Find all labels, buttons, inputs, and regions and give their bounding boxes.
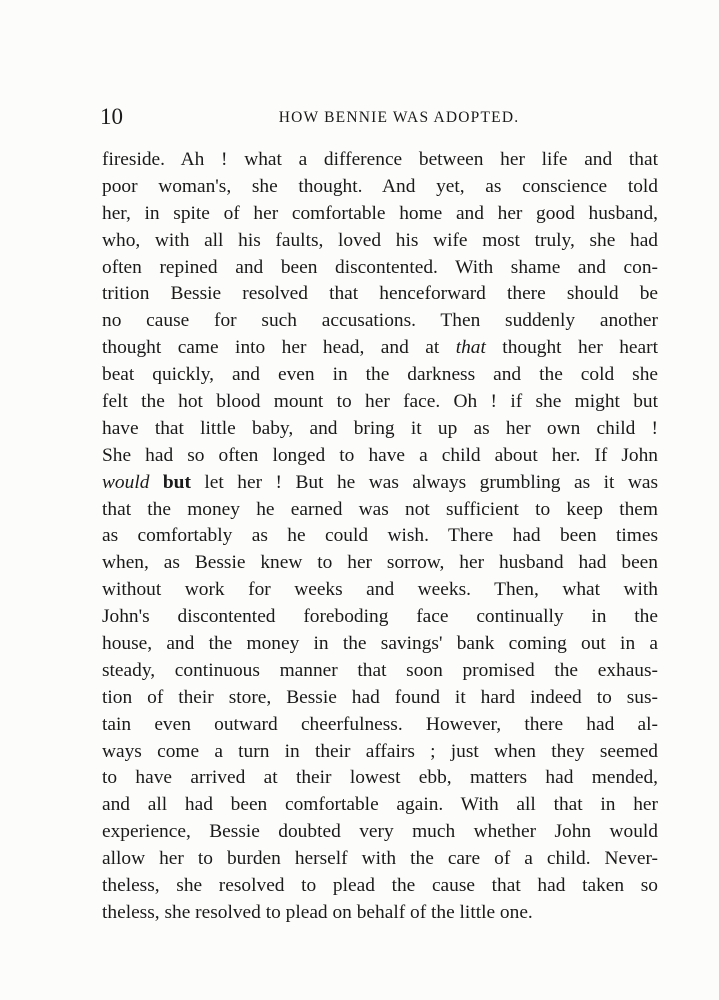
text-line: fireside. Ah ! what a difference between her life and that <box>102 149 658 170</box>
running-title: HOW BENNIE WAS ADOPTED. <box>278 109 520 126</box>
text-line: beat quickly, and even in the darkness and the cold she <box>102 364 658 386</box>
text-line: her, in spite of her comfortable home and her good husband, <box>102 202 658 224</box>
page-number: 10 <box>100 104 123 129</box>
text-line-with-emphasis <box>102 470 658 497</box>
text-line: who, with all his faults, loved his wife most truly, she had <box>102 229 658 251</box>
text-line: often repined and been discontented. With shame and con- <box>102 256 658 278</box>
text-line: have that little baby, and bring it up as her own child ! <box>102 417 658 439</box>
text-line: trition Bessie resolved that henceforward there should be <box>102 283 658 305</box>
text-line-last: theless, she resolved to plead on behalf of the little one. <box>102 901 533 923</box>
text-line: allow her to burden herself with the care of a child. Never- <box>102 848 658 870</box>
text-line: tion of their store, Bessie had found it hard indeed to sus- <box>102 686 658 708</box>
italic-word: that <box>455 337 486 359</box>
text-line: no cause for such accusations. Then suddenly another <box>102 310 658 332</box>
text-line: She had so often longed to have a child about her. If John <box>102 444 658 466</box>
text-line: experience, Bessie doubted very much whether John would <box>102 821 658 843</box>
text-run: thought her heart <box>485 337 658 359</box>
bold-word: but <box>149 471 191 493</box>
text-line: poor woman's, she thought. And yet, as conscience told <box>102 175 658 197</box>
text-line: to have arrived at their lowest ebb, matters had mended, <box>102 767 658 789</box>
text-run: let her ! But he was always grumbling as it was <box>190 471 658 493</box>
text-line: ways come a turn in their affairs ; just when they seemed <box>102 740 658 762</box>
italic-word: would <box>102 471 150 493</box>
text-line: without work for weeks and weeks. Then, what with <box>102 579 658 601</box>
body-text <box>102 147 658 927</box>
text-line: theless, she resolved to plead the cause that had taken so <box>102 875 658 897</box>
text-line: and all had been comfortable again. With all that in her <box>102 794 658 816</box>
text-line: house, and the money in the savings' bank coming out in a <box>102 633 658 655</box>
text-line: that the money he earned was not sufficient to keep them <box>102 498 658 520</box>
text-line: when, as Bessie knew to her sorrow, her husband had been <box>102 552 658 574</box>
text-line: felt the hot blood mount to her face. Oh ! if she might but <box>102 391 658 413</box>
text-line: John's discontented foreboding face continually in the <box>102 606 658 628</box>
running-head <box>100 102 658 132</box>
text-line: steady, continuous manner that soon promised the exhaus- <box>102 659 658 681</box>
text-run: thought came into her head, and at <box>102 337 456 359</box>
text-line: tain even outward cheerfulness. However, there had al- <box>102 713 658 735</box>
text-line: as comfortably as he could wish. There had been times <box>102 525 658 547</box>
text-line-with-italic <box>102 335 658 362</box>
